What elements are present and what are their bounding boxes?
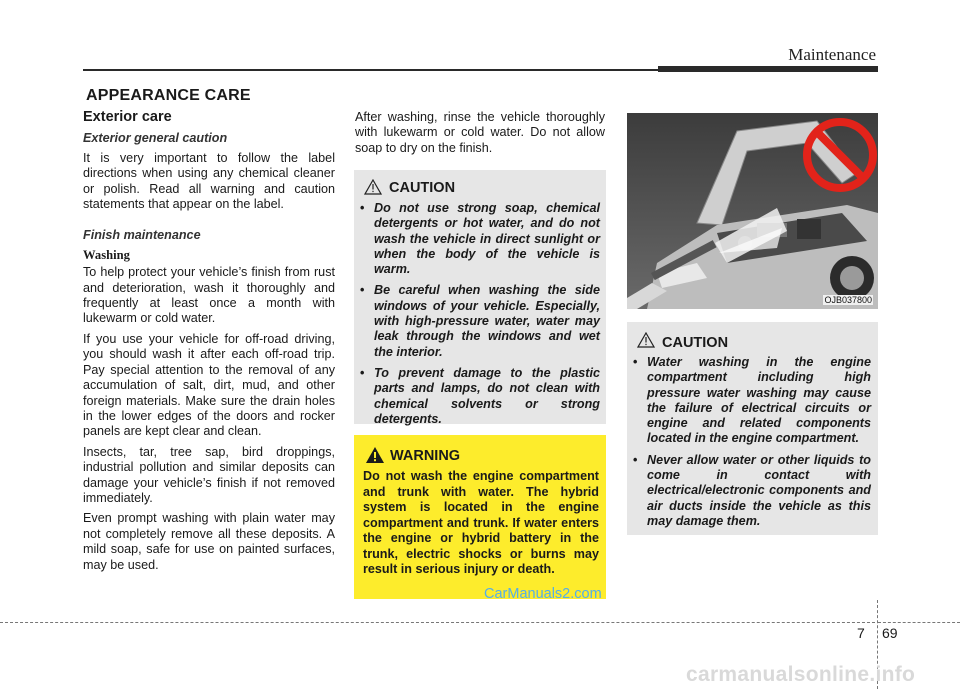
- caution-triangle-icon: [637, 332, 655, 348]
- warning-text: Do not wash the engine compartment and trunk with water. The hybrid system is located in the engine compartment and trunk. If water enters the engine or hybrid battery in the trunk, electric shocks or burns may result in serious injury or death.: [363, 469, 599, 576]
- header-rule-left: [83, 69, 658, 71]
- chapter-number: 7: [857, 625, 865, 641]
- warning-box: [354, 435, 606, 599]
- general-caution-heading: Exterior general caution: [83, 131, 228, 146]
- caution-title: CAUTION: [389, 180, 456, 196]
- page-number: 69: [882, 625, 898, 641]
- footer-rule: [0, 622, 875, 623]
- warning-title: WARNING: [390, 448, 461, 464]
- site-watermark: carmanualsonline.info: [686, 663, 916, 686]
- washing-paragraph-3: Insects, tar, tree sap, bird droppings, industrial pollution and similar deposits can damage your vehicle’s finish if not removed immediately.: [83, 444, 335, 505]
- caution-title: CAUTION: [662, 335, 729, 351]
- caution-item: • Never allow water or other liquids to come in contact with electrical/electronic components and air ducts inside the vehicle as this may damage them.: [627, 453, 871, 529]
- caution-box-engine: [627, 322, 878, 535]
- exterior-care-heading: Exterior care: [83, 109, 172, 125]
- washing-heading: Washing: [83, 247, 130, 262]
- warning-triangle-icon: [365, 446, 385, 464]
- image-code: OJB037800: [824, 295, 872, 305]
- running-head: Maintenance: [788, 45, 876, 64]
- car-engine-photo: [627, 113, 878, 309]
- watermark-link[interactable]: CarManuals2.com: [484, 586, 602, 602]
- caution-item: • Do not use strong soap, chemical detergents or hot water, and do not wash the vehicle in direct sunlight or when the body of the vehicle is warm.: [354, 201, 600, 277]
- caution-list: [354, 201, 600, 433]
- washing-paragraph-2: If you use your vehicle for off-road driving, you should wash it after each off-road trip. Pay special attention to the removal of any accumulation of salt, dirt, mud, and other foreign materials. Make sure the drain holes in the lower edges of the doors and rocker panels are kept clear and clean.: [83, 331, 335, 439]
- washing-paragraph-4: Even prompt washing with plain water may not completely remove all these deposits. A mild soap, safe for use on painted surfaces, may be used.: [83, 511, 335, 572]
- after-washing-paragraph: After washing, rinse the vehicle thoroughly with lukewarm or cold water. Do not allow soap to dry on the finish.: [355, 110, 605, 155]
- washing-paragraph-1: To help protect your vehicle’s finish from rust and deterioration, wash it thoroughly and frequently at least once a month with lukewarm or cold water.: [83, 265, 335, 326]
- caution-item: • Be careful when washing the side windows of your vehicle. Especially, with high-pressure water, water may leak through the windows and wet the interior.: [354, 283, 600, 359]
- header-rule-right: [658, 66, 878, 72]
- engine-wash-illustration: [627, 113, 878, 309]
- finish-maintenance-heading: Finish maintenance: [83, 228, 201, 243]
- section-title: APPEARANCE CARE: [86, 87, 251, 104]
- caution-list: [627, 355, 871, 535]
- general-caution-text: It is very important to follow the label directions when using any chemical cleaner or polish. Read all warning and caution statements that appear on the label.: [83, 150, 335, 212]
- footer-rule-right: [878, 622, 960, 623]
- caution-item: • To prevent damage to the plastic parts and lamps, do not clean with chemical solvents or strong detergents.: [354, 366, 600, 427]
- caution-box-exterior: [354, 170, 606, 424]
- caution-triangle-icon: [364, 179, 382, 195]
- left-column: [83, 110, 335, 578]
- caution-item: • Water washing in the engine compartment including high pressure water washing may cause the failure of electrical circuits or engine and related components located in the engine compartment.: [627, 355, 871, 447]
